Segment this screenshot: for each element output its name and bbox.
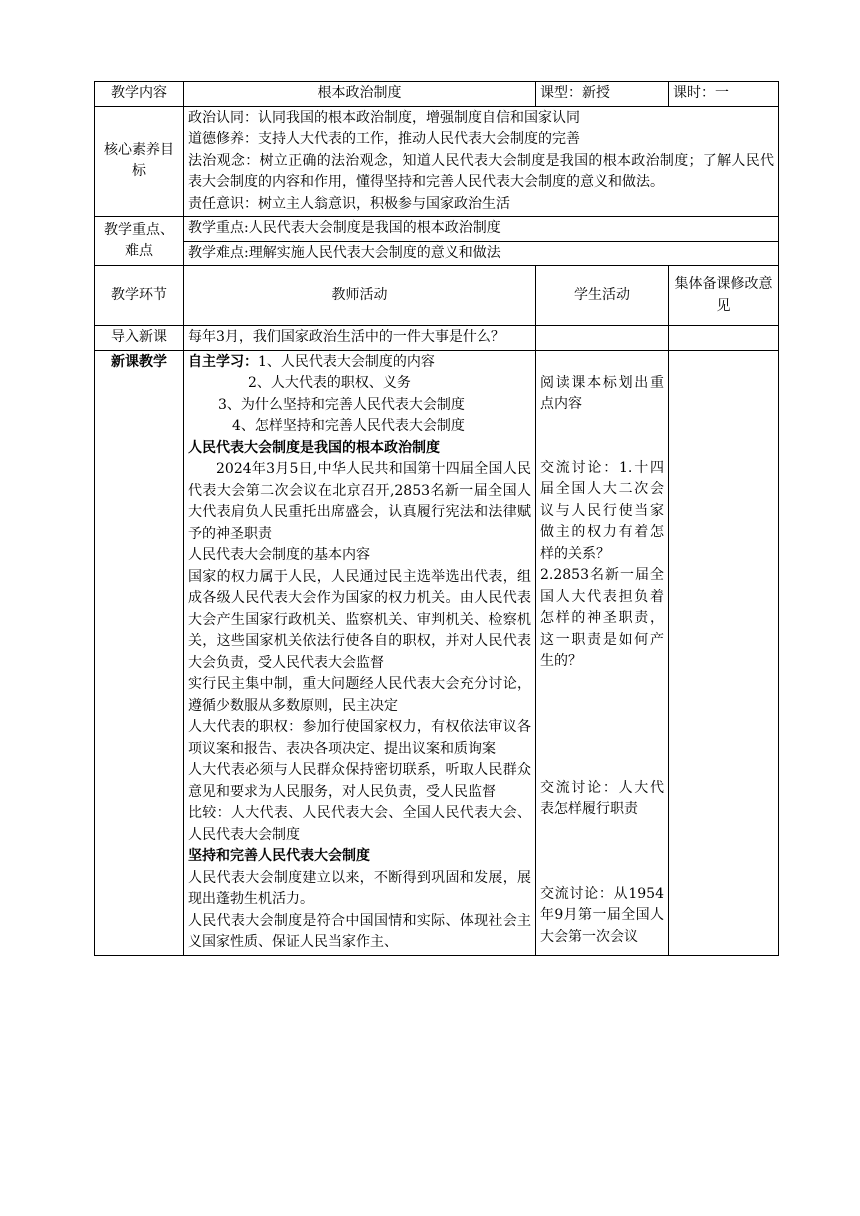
newlesson-teacher <box>184 350 536 955</box>
goals-row <box>95 106 779 217</box>
heading-uphold: 坚持和完善人民代表大会制度 <box>188 848 370 864</box>
development-paragraph: 人民代表大会制度建立以来，不断得到巩固和发展，展现出蓬勃生机活力。 <box>188 869 531 907</box>
goal-responsibility: 责任意识：树立主人翁意识，积极参与国家政治生活 <box>188 195 510 212</box>
intro-teacher: 每年3月，我们国家政治生活中的一件大事是什么？ <box>184 326 536 351</box>
stage-header: 教学环节 <box>95 266 184 326</box>
student-activity-read: 阅读课本标划出重点内容 <box>540 374 664 412</box>
topic: 根本政治制度 <box>184 82 536 107</box>
comparison-paragraph: 比较：人大代表、人民代表大会、全国人民代表大会、人民代表大会制度 <box>188 805 531 843</box>
teacher-header: 教师活动 <box>184 266 536 326</box>
heading-fundamental: 人民代表大会制度是我国的根本政治制度 <box>188 439 440 456</box>
democratic-centralism-paragraph: 实行民主集中制，重大问题经人民代表大会充分讨论，遵循少数服从多数原则，民主决定 <box>188 676 531 714</box>
key-point-row <box>95 217 779 242</box>
self-study-2: 2、人大代表的职权、义务 <box>248 375 411 391</box>
column-header-row <box>95 266 779 326</box>
student-header: 学生活动 <box>536 266 669 326</box>
difficulty: 教学难点:理解实施人民代表大会制度的意义和做法 <box>184 241 779 266</box>
newlesson-stage: 新课教学 <box>95 350 184 955</box>
content-label: 教学内容 <box>95 82 184 107</box>
basic-content-title: 人民代表大会制度的基本内容 <box>188 547 370 563</box>
intro-student <box>536 326 669 351</box>
deputy-powers-paragraph: 人大代表的职权：参加行使国家权力，有权依法审议各项议案和报告、表决各项决定、提出议案和质询案 <box>188 719 531 757</box>
newlesson-notes <box>669 350 779 955</box>
goals-cell <box>184 106 779 217</box>
goal-moral: 道德修养：支持人大代表的工作，推动人民代表大会制度的完善 <box>188 131 580 147</box>
lesson-type: 课型：新授 <box>536 82 669 107</box>
difficulty-row <box>95 241 779 266</box>
goals-label: 核心素养目标 <box>95 106 184 217</box>
focus-label: 教学重点、难点 <box>95 217 184 266</box>
self-study-1: 1、人民代表大会制度的内容 <box>258 353 435 370</box>
intro-notes <box>669 326 779 351</box>
student-activity-discussion-4: 交流讨论：从1954年9月第一届全国人大会第一次会议 <box>540 885 664 945</box>
national-conditions-paragraph: 人民代表大会制度是符合中国国情和实际、体现社会主义国家性质、保证人民当家作主、 <box>188 912 531 950</box>
lesson-plan-table <box>94 81 779 956</box>
new-lesson-row <box>95 350 779 955</box>
power-paragraph: 国家的权力属于人民，人民通过民主选举选出代表，组成各级人民代表大会作为国家的权力机关。由人民代表大会产生国家行政机关、监察机关、审判机关、检察机关，这些国家机关依法行使各自的职权，并对人民代表大会负责，受人民代表大会监督 <box>188 568 531 671</box>
intro-stage: 导入新课 <box>95 326 184 351</box>
self-study-label: 自主学习： <box>188 353 258 370</box>
goal-political: 政治认同：认同我国的根本政治制度，增强制度自信和国家认同 <box>188 109 580 126</box>
key-point: 教学重点:人民代表大会制度是我国的根本政治制度 <box>184 217 779 242</box>
student-activity-discussion-2: 2.2853名新一届全国人大代表担负着怎样的神圣职责，这一职责是如何产生的？ <box>540 567 664 669</box>
deputy-duties-paragraph: 人大代表必须与人民群众保持密切联系，听取人民群众意见和要求为人民服务，对人民负责，受人民监督 <box>188 762 531 800</box>
student-activity-discussion-3: 交流讨论：人大代表怎样履行职责 <box>540 779 664 817</box>
intro-row <box>95 326 779 351</box>
header-row <box>95 82 779 107</box>
newlesson-student <box>536 350 669 955</box>
notes-header: 集体备课修改意见 <box>669 266 779 326</box>
npc-2024-paragraph: 2024年3月5日,中华人民共和国第十四届全国人民代表大会第二次会议在北京召开,2853名新一届全国人大代表肩负人民重托出席盛会，认真履行宪法和法律赋予的神圣职责 <box>188 461 531 542</box>
goal-law: 法治观念：树立正确的法治观念，知道人民代表大会制度是我国的根本政治制度；了解人民代表大会制度的内容和作用，懂得坚持和完善人民代表大会制度的意义和做法。 <box>188 152 774 190</box>
periods: 课时：一 <box>669 82 779 107</box>
self-study-4: 4、怎样坚持和完善人民代表大会制度 <box>232 418 465 434</box>
self-study-3: 3、为什么坚持和完善人民代表大会制度 <box>218 396 465 413</box>
student-activity-discussion-1: 交流讨论：1.十四届全国人大二次会议与人民行使当家做主的权力有着怎样的关系？ <box>540 459 664 562</box>
